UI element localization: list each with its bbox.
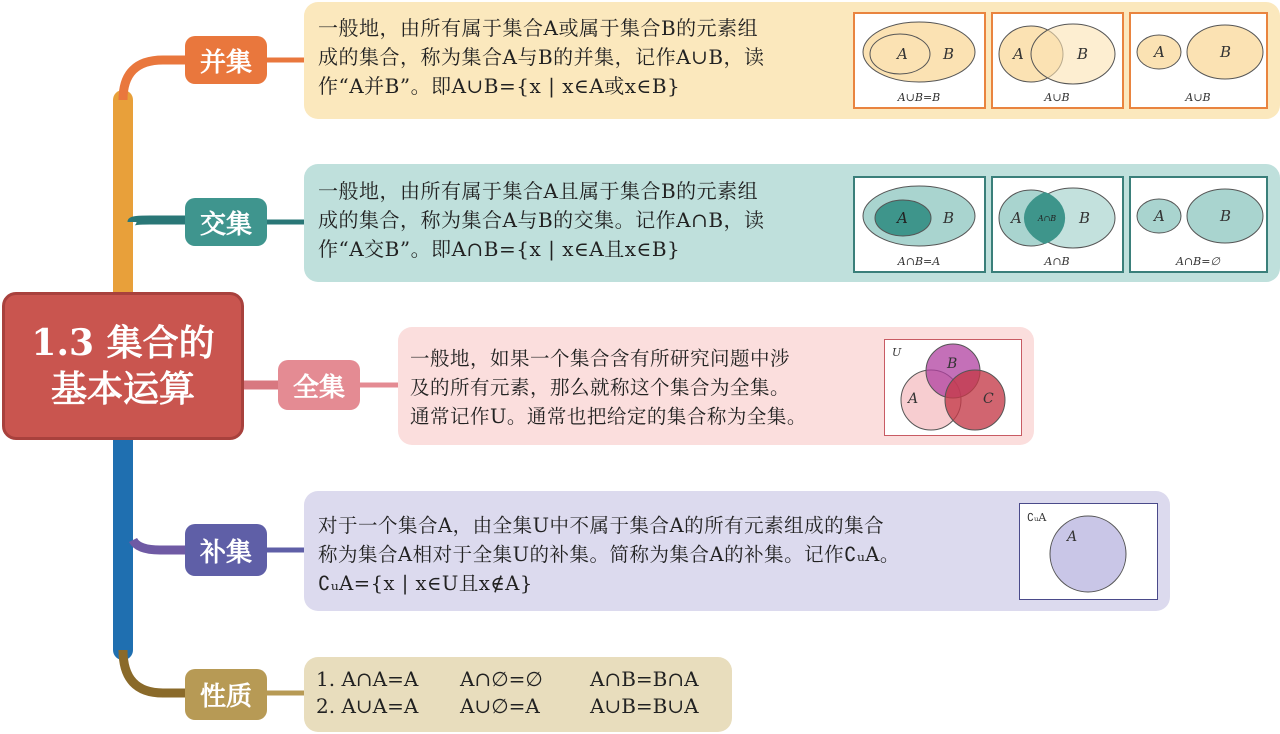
intersection-venn-disjoint: [1129, 176, 1268, 273]
branch-properties: [123, 650, 185, 693]
root-node: [2, 292, 244, 440]
complement-label: ∁ᵤA: [1027, 511, 1047, 524]
property-item: A∩∅=∅: [460, 667, 543, 691]
set-b-label: B: [943, 209, 955, 227]
union-venn-disjoint: [1129, 12, 1268, 109]
intersection-text-line: 成的集合，称为集合A与B的交集。记作A∩B，读: [318, 208, 765, 232]
universal-set-label: U: [892, 346, 902, 359]
properties-list: [316, 666, 726, 720]
universal-venn: [884, 339, 1022, 436]
set-a-circle: [1050, 516, 1126, 592]
root-title-line1: 1.3 集合的: [31, 322, 215, 364]
branch-intersection: [132, 220, 185, 222]
venn-caption: A∩B: [1044, 255, 1070, 268]
union-text-line: 作“A并B”。即A∪B={x | x∈A或x∈B}: [318, 74, 681, 98]
venn-caption: A∪B: [1185, 91, 1211, 104]
union-text-line: 一般地，由所有属于集合A或属于集合B的元素组: [318, 16, 759, 40]
universal-text-line: 及的所有元素，那么就称这个集合为全集。: [410, 376, 791, 399]
complement-text-line: 称为集合A相对于全集U的补集。简称为集合A的补集。记作∁ᵤA。: [318, 543, 900, 566]
set-a-label: A: [897, 45, 908, 63]
intersection-venn-overlap: [991, 176, 1124, 273]
venn-caption: A∪B=B: [897, 91, 941, 104]
union-text-line: 成的集合，称为集合A与B的并集，记作A∪B，读: [318, 45, 765, 69]
universal-text: [410, 344, 880, 431]
properties-row-1: [316, 666, 726, 693]
union-venn-overlap: [991, 12, 1124, 109]
tag-universal: 全集: [278, 360, 360, 410]
set-a-label: A: [897, 209, 908, 227]
intersection-text: [318, 177, 848, 264]
intersection-text-line: 作“A交B”。即A∩B={x | x∈A且x∈B}: [318, 237, 681, 261]
set-b-label: B: [947, 356, 958, 372]
branch-union: [123, 60, 185, 100]
tag-properties: 性质: [185, 669, 267, 720]
venn-caption: A∪B: [1044, 91, 1070, 104]
venn-caption: A∩B=A: [897, 255, 941, 268]
complement-text-line: ∁ᵤA={x | x∈U且x∉A}: [318, 572, 533, 595]
set-b-label: B: [943, 45, 955, 63]
intersection-venn-subset: [853, 176, 986, 273]
universal-text-line: 通常记作U。通常也把给定的集合称为全集。: [410, 405, 807, 428]
complement-venn: [1019, 503, 1158, 600]
set-a-label: A: [1013, 45, 1024, 63]
complement-text: [318, 511, 1018, 598]
properties-row-2: [316, 693, 726, 720]
property-item: A∪∅=A: [460, 694, 540, 718]
set-b-label: B: [1220, 43, 1232, 61]
tag-complement: 补集: [185, 524, 267, 576]
complement-text-line: 对于一个集合A，由全集U中不属于集合A的所有元素组成的集合: [318, 514, 885, 537]
set-b-label: B: [1077, 45, 1089, 63]
tag-intersection: 交集: [185, 198, 267, 246]
set-a-label: A: [1154, 43, 1165, 61]
set-b-label: B: [1079, 209, 1091, 227]
property-item: A∪B=B∪A: [590, 694, 699, 718]
union-venn-subset: [853, 12, 986, 109]
overlap-label: A∩B: [1037, 214, 1057, 223]
set-c-circle: [945, 370, 1005, 430]
intersection-text-line: 一般地，由所有属于集合A且属于集合B的元素组: [318, 179, 759, 203]
set-a-label: A: [908, 391, 919, 407]
set-b-label: B: [1220, 207, 1232, 225]
set-b-ellipse: [1031, 24, 1115, 84]
root-title-line2: 基本运算: [50, 368, 195, 410]
property-item: 2. A∪A=A: [316, 694, 419, 718]
set-a-label: A: [1067, 529, 1078, 545]
venn-caption: A∩B=∅: [1175, 255, 1221, 268]
union-text: [318, 14, 848, 101]
set-a-label: A: [1154, 207, 1165, 225]
set-c-label: C: [983, 391, 994, 407]
set-a-label: A: [1011, 209, 1022, 227]
tag-union: 并集: [185, 36, 267, 84]
property-item: 1. A∩A=A: [316, 667, 419, 691]
branch-complement: [133, 540, 185, 550]
universal-text-line: 一般地，如果一个集合含有所研究问题中涉: [410, 347, 791, 370]
property-item: A∩B=B∩A: [590, 667, 699, 691]
